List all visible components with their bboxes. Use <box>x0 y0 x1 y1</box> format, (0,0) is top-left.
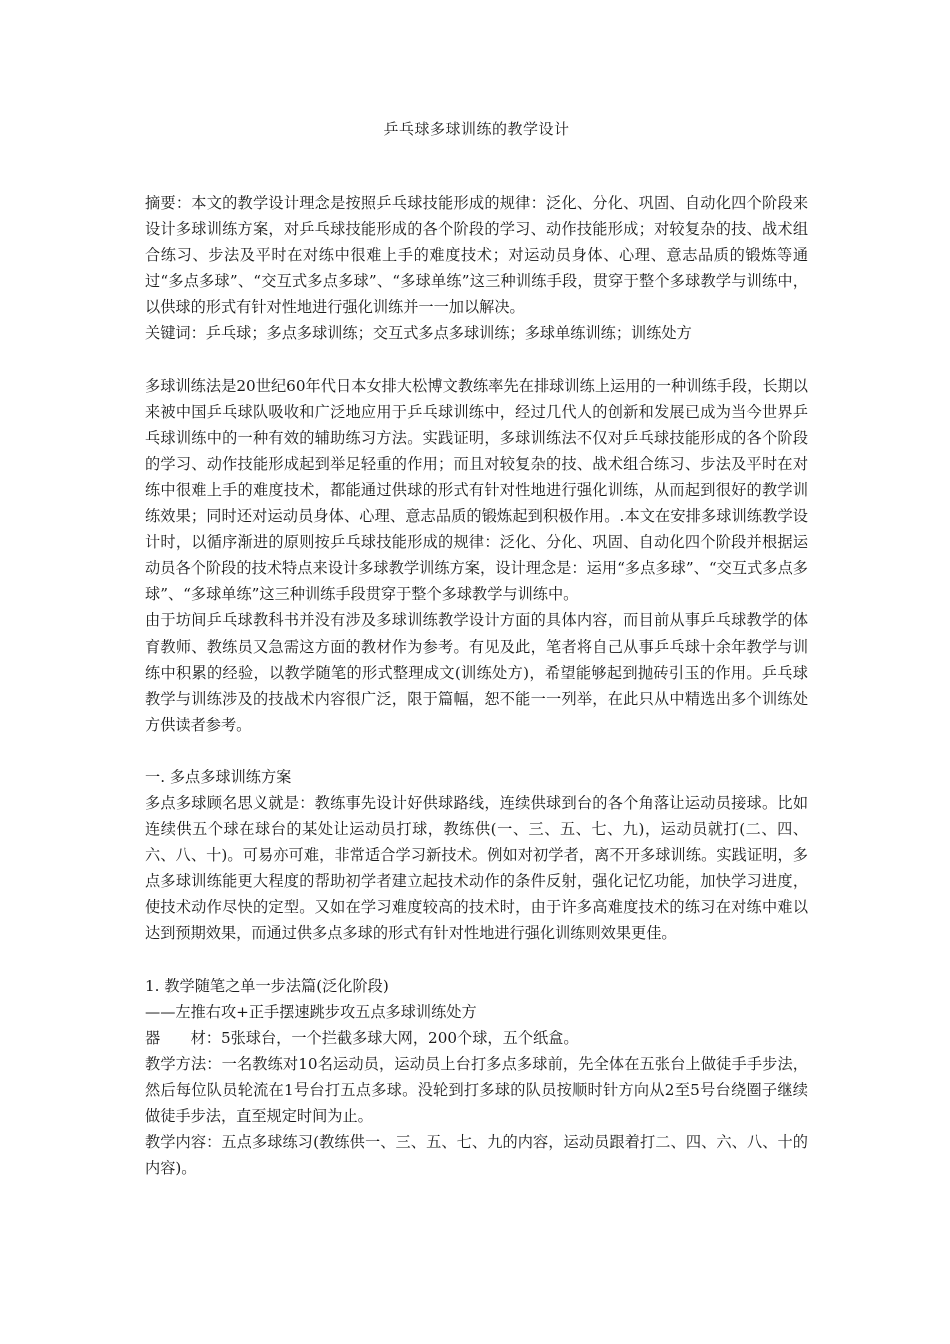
document-body <box>145 190 808 1181</box>
keywords-line: 关键词：乒乓球；多点多球训练；交互式多点多球训练；多球单练训练；训练处方 <box>145 324 692 343</box>
paragraph-gap <box>145 347 808 373</box>
intro-paragraph-2: 由于坊间乒乓球教科书并没有涉及多球训练教学设计方面的具体内容，而目前从事乒乓球教学的体育教师、教练员又急需这方面的教材作为参考。有见及此，笔者将自己从事乒乓球十余年教学与训练中积累的经验，以教学随笔的形式整理成文(训练处方)，希望能够起到抛砖引玉的作用。乒乓球教学与训练涉及的技战术内容很广泛，限于篇幅，恕不能一一列举，在此只从中精选出多个训练处方供读者参考。 <box>145 611 808 734</box>
lesson-equipment: 器 材：5张球台，一个拦截多球大网，200个球，五个纸盒。 <box>145 1028 579 1047</box>
lesson-method: 教学方法：一名教练对10名运动员，运动员上台打多点多球前，先全体在五张台上做徒手手步法，然后每位队员轮流在1号台打五点多球。没轮到打多球的队员按顺时针方向从2至5号台绕圈子继续做徒手步法，直至规定时间为止。 <box>145 1054 808 1125</box>
abstract-paragraph: 摘要：本文的教学设计理念是按照乒乓球技能形成的规律：泛化、分化、巩固、自动化四个阶段来设计多球训练方案，对乒乓球技能形成的各个阶段的学习、动作技能形成；对较复杂的技、战术组合练习、步法及平时在对练中很难上手的难度技术；对运动员身体、心理、意志品质的锻炼等通过“多点多球”、“交互式多点多球”、“多球单练”这三种训练手段，贯穿于整个多球教学与训练中，以供球的形式有针对性地进行强化训练并一一加以解决。 <box>145 194 808 317</box>
paragraph-gap <box>145 947 808 973</box>
lesson-subtitle: ——左推右攻+正手摆速跳步攻五点多球训练处方 <box>145 1002 477 1021</box>
section-heading: 一. 多点多球训练方案 <box>145 767 292 786</box>
paragraph-gap <box>145 738 808 764</box>
lesson-content: 教学内容：五点多球练习(教练供一、三、五、七、九的内容，运动员跟着打二、四、六、八、十的内容)。 <box>145 1133 808 1178</box>
page-title: 乒乓球多球训练的教学设计 <box>383 120 570 138</box>
section-body: 多点多球顾名思义就是：教练事先设计好供球路线，连续供球到台的各个角落让运动员接球。比如连续供五个球在球台的某处让运动员打球，教练供(一、三、五、七、九)，运动员就打(二、四、六、八、十)。可易亦可难，非常适合学习新技术。例如对初学者，离不开多球训练。实践证明，多点多球训练能更大程度的帮助初学者建立起技术动作的条件反射，强化记忆功能，加快学习进度，使技术动作尽快的定型。又如在学习难度较高的技术时，由于许多高难度技术的练习在对练中难以达到预期效果，而通过供多点多球的形式有针对性地进行强化训练则效果更佳。 <box>145 793 808 943</box>
lesson-heading: 1. 教学随笔之单一步法篇(泛化阶段) <box>145 976 389 995</box>
intro-paragraph-1: 多球训练法是20世纪60年代日本女排大松博文教练率先在排球训练上运用的一种训练手段，长期以来被中国乒乓球队吸收和广泛地应用于乒乓球训练中，经过几代人的创新和发展已成为当今世界乒乓球训练中的一种有效的辅助练习方法。实践证明，多球训练法不仅对乒乓球技能形成的各个阶段的学习、动作技能形成起到举足轻重的作用；而且对较复杂的技、战术组合练习、步法及平时在对练中很难上手的难度技术，都能通过供球的形式有针对性地进行强化训练，从而起到很好的教学训练效果；同时还对运动员身体、心理、意志品质的锻炼起到积极作用。.本文在安排多球训练教学设计时，以循序渐进的原则按乒乓球技能形成的规律：泛化、分化、巩固、自动化四个阶段并根据运动员各个阶段的技术特点来设计多球教学训练方案，设计理念是：运用“多点多球”、“交互式多点多球”、“多球单练”这三种训练手段贯穿于整个多球教学与训练中。 <box>145 376 808 604</box>
